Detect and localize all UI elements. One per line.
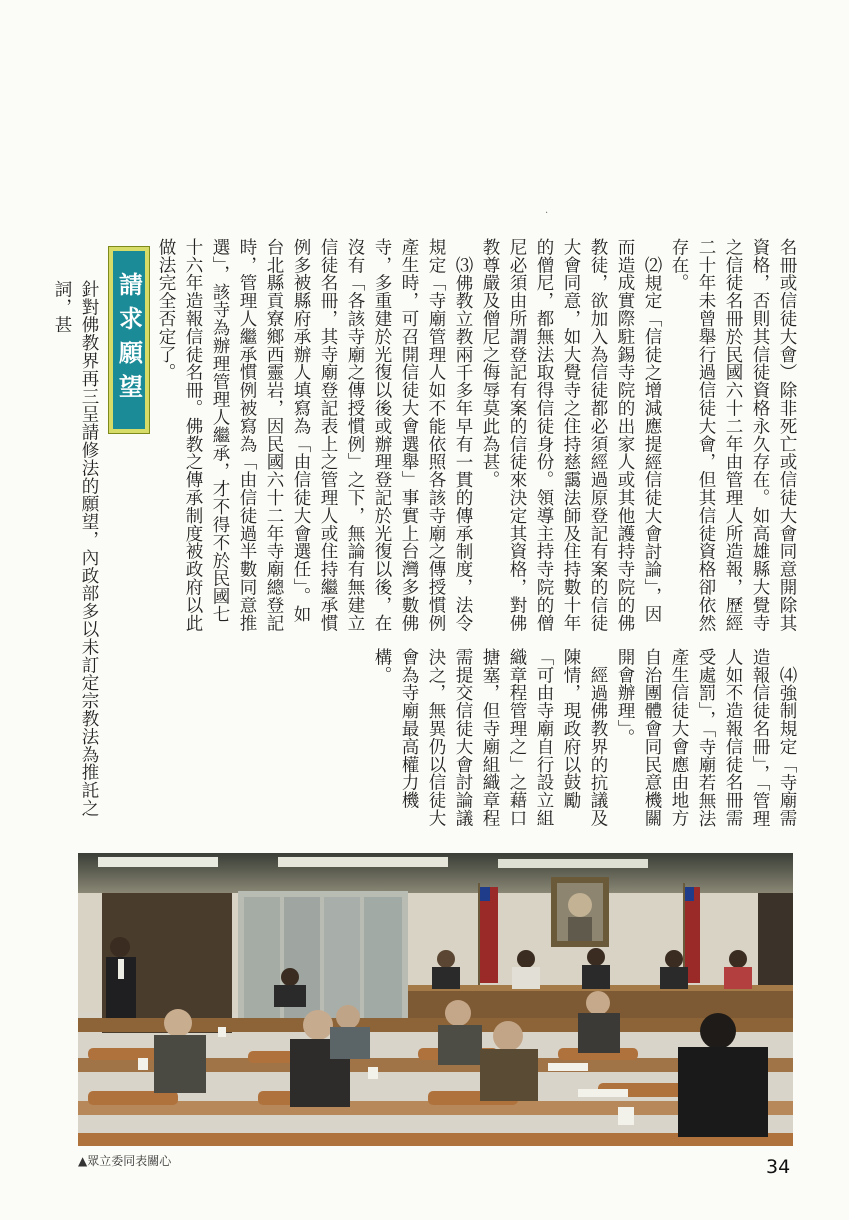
photo-caption: ▲眾立委同表關心: [78, 1154, 172, 1168]
article-lower-column: [222, 648, 800, 844]
article-upper-column: [156, 238, 800, 638]
section-banner-inner: [113, 251, 145, 429]
side-column-text: 針對佛教界再三呈請修法的願望，內政部多以未訂定宗教法為推託之詞，甚: [52, 280, 99, 817]
section-banner: [108, 246, 150, 434]
meeting-photo: [78, 853, 793, 1146]
section-title: 請求願望: [114, 272, 143, 408]
paragraph-5: 經過佛教界的抗議及陳情，現政府以鼓勵「可由寺廟自行設立組織章程管理之」之藉口搪塞，但寺廟組織章程需提交信徒大會討論議決之，無異仍以信徒大會為寺廟最高權力機構。: [372, 648, 608, 827]
paragraph-4: ⑷強制規定「寺廟需造報信徒名冊」，「管理人如不造報信徒名冊需受處罰」，「寺廟若無法產生信徒大會應由地方自治團體會同民意機關開會辦理」。: [615, 648, 797, 828]
print-dot: ·: [545, 208, 549, 219]
paragraph-3: ⑶佛教立教兩千多年早有一貫的傳承制度，法令規定「寺廟管理人如不能依照各該寺廟之傳授慣例產生時，可召開信徒大會選舉」事實上台灣多數佛寺，多重建於光復以後或辦理登記於光復以後，在沒有「各該寺廟之傳授慣例」之下，無論有無建立信徒名冊，其寺廟登記表上之管理人或住持繼承慣例多被縣府承辦人填寫為「由信徒大會選任」。如台北縣貢寮鄉西靈岩，因民國六十二年寺廟總登記時，管理人繼承慣例被寫為「由信徒過半數同意推選」，該寺為辦理管理人繼承，才不得不於民國七十六年造報信徒名冊。佛教之傳承制度被政府以此做法完全否定了。: [156, 238, 473, 632]
meeting-photo-illustration: [78, 853, 793, 1146]
page-number: 34: [766, 1156, 791, 1178]
paragraph-1: 名冊或信徒大會）除非死亡或信徒大會同意開除其資格，否則其信徒資格永久存在。如高雄縣大覺寺之信徒名冊於民國六十二年由管理人所造報，歷經二十年未曾舉行過信徒大會，但其信徒資格卻依然存在。: [669, 238, 797, 632]
paragraph-2: ⑵規定「信徒之增減應提經信徒大會討論」，因而造成實際駐錫寺院的出家人或其他護持寺院的佛教徒，欲加入為信徒都必須經過原登記有案的信徒大會同意，如大覺寺之住持慈靄法師及住持數十年的僧尼，都無法取得信徒身份。領導主持寺院的僧尼必須由所謂登記有案的信徒來決定其資格，對佛教尊嚴及僧尼之侮辱莫此為甚。: [480, 238, 662, 632]
